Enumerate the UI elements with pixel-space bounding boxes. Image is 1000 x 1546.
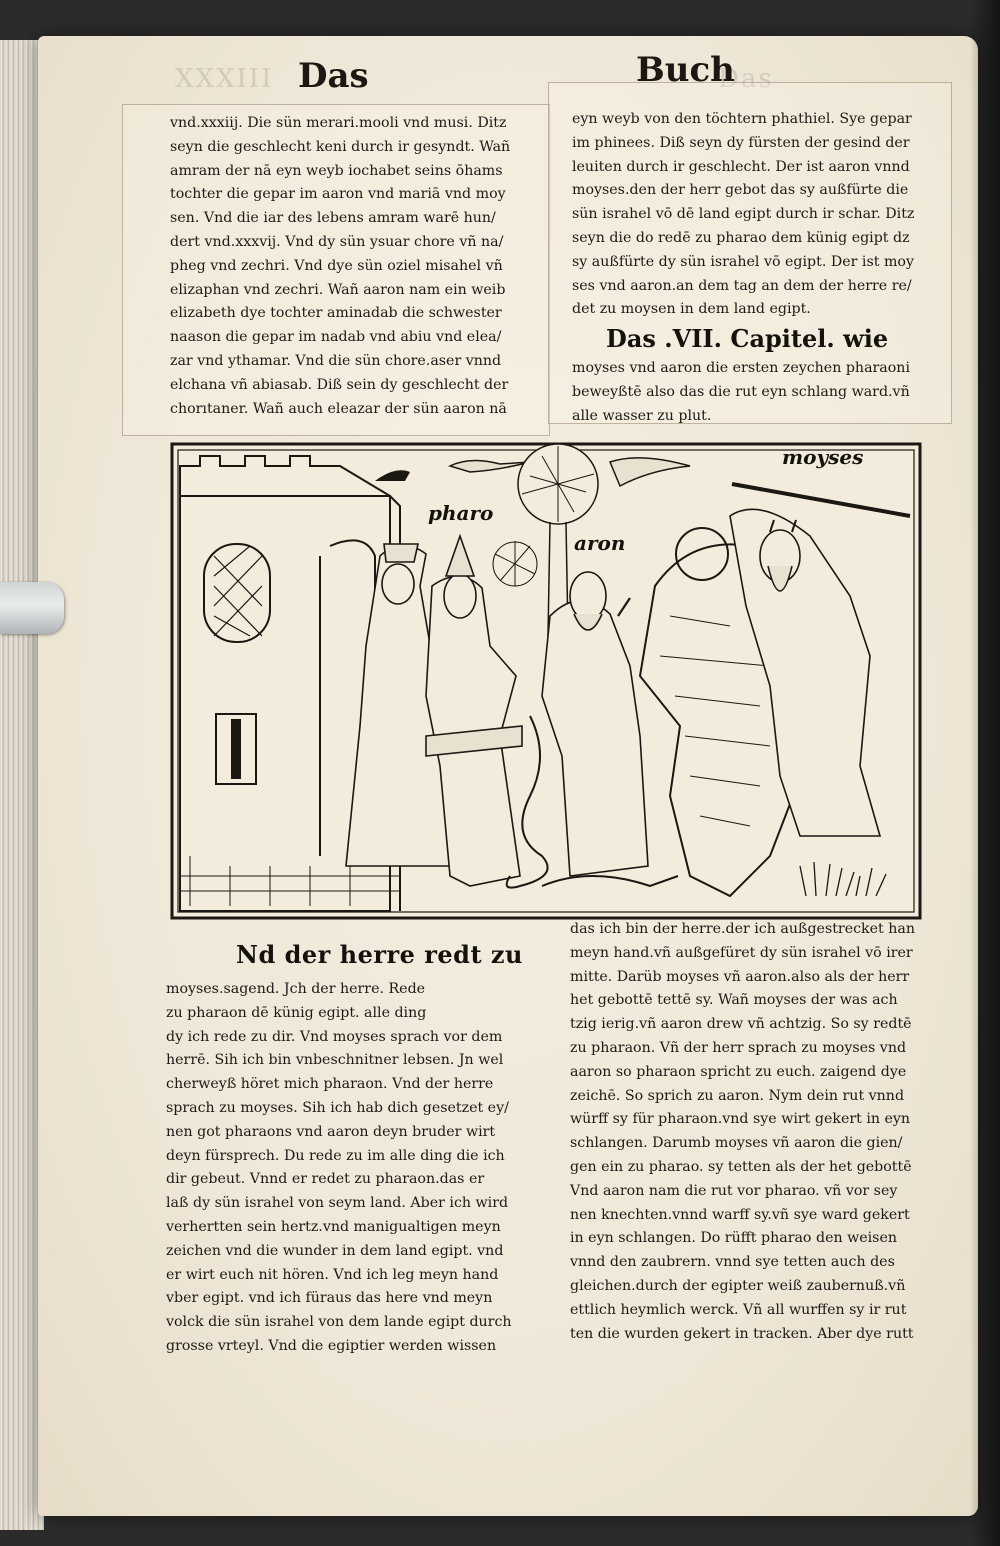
text-line: sen. Vnd die iar des lebens amram warē hun/ <box>170 210 496 227</box>
text-line: elchana vñ abiasab. Diß sein dy geschlecht der <box>170 376 509 393</box>
text-line: laß dy sün israhel von seym land. Aber ich wird <box>166 1195 509 1212</box>
text-line: det zu moysen in dem land egipt. <box>572 301 811 318</box>
text-line: in eyn schlangen. Do rüfft pharao den weisen <box>570 1230 897 1247</box>
text-line: zu pharaon dē künig egipt. alle ding <box>166 1004 427 1021</box>
text-line: verhertten sein hertz.vnd manigualtigen meyn <box>166 1218 501 1235</box>
show-through-right: Das <box>718 64 774 94</box>
text-line: vber egipt. vnd ich füraus das here vnd meyn <box>166 1290 493 1307</box>
text-line: vnd.xxxiij. Die sün merari.mooli vnd musi. Ditz <box>170 115 507 131</box>
text-line: grosse vrteyl. Vnd die egiptier werden wissen <box>166 1337 497 1354</box>
chapter-summary <box>572 357 910 428</box>
text-line: elizabeth dye tochter aminadab die schwester <box>170 305 502 322</box>
text-line: dir gebeut. Vnnd er redet zu pharaon.das er <box>166 1171 485 1188</box>
text-line: moyses.den der herr gebot das sy außfürte die <box>572 182 909 199</box>
text-line: schlangen. Darumb moyses vñ aaron die gien/ <box>570 1135 903 1152</box>
text-line: nen knechten.vnnd warff sy.vñ sye ward gekert <box>570 1206 910 1223</box>
running-head-left: Das <box>298 56 369 96</box>
label-moyses: moyses <box>782 445 864 469</box>
text-line: ettlich heymlich werck. Vñ all wurffen sy ir rut <box>570 1301 907 1318</box>
text-line: mitte. Darüb moyses vñ aaron.also als der herr <box>570 968 910 985</box>
text-line: ses vnd aaron.an dem tag an dem der herre re/ <box>572 277 912 294</box>
text-line: leuiten durch ir geschlecht. Der ist aaron vnnd <box>572 158 910 175</box>
text-line: meyn hand.vñ außgefüret dy sün israhel vō irer <box>570 944 913 961</box>
text-line: het gebottē tettē sy. Wañ moyses der was ach <box>570 992 898 1009</box>
text-column-right-top <box>572 108 914 322</box>
text-line: im phinees. Diß seyn dy fürsten der gesind der <box>572 134 910 151</box>
text-line: alle wasser zu plut. <box>572 407 712 424</box>
text-line: naason die gepar im nadab vnd abiu vnd elea/ <box>170 329 502 346</box>
show-through-left: XXXIII <box>175 64 274 94</box>
label-aron: aron <box>574 531 626 555</box>
text-line: gleichen.durch der egipter weiß zaubernuß.vñ <box>570 1277 906 1294</box>
text-line: tzig ierig.vñ aaron drew vñ achtzig. So sy redtē <box>570 1016 912 1033</box>
text-line: Vnd aaron nam die rut vor pharao. vñ vor sey <box>570 1182 898 1199</box>
text-line: nen got pharaons vnd aaron deyn bruder wirt <box>166 1123 496 1140</box>
text-line: moyses vnd aaron die ersten zeychen pharaoni <box>572 360 910 376</box>
text-line: seyn die do redē zu pharao dem künig egipt dz <box>572 229 910 246</box>
running-head-right: Buch <box>636 50 735 90</box>
text-line: pheg vnd zechri. Vnd dye sün oziel misahel vñ <box>170 257 503 274</box>
text-line: ten die wurden gekert in tracken. Aber dye rutt <box>570 1325 914 1342</box>
text-line: moyses.sagend. Jch der herre. Rede <box>166 981 426 997</box>
text-line: cherweyß höret mich pharaon. Vnd der herre <box>166 1076 494 1093</box>
text-line: tochter die gepar im aaron vnd mariā vnd moy <box>170 186 506 203</box>
text-line: sy außfürte dy sün israhel vō egipt. Der ist moy <box>572 253 914 270</box>
text-line: würff sy für pharaon.vnd sye wirt gekert in eyn <box>570 1111 911 1128</box>
text-line: das ich bin der herre.der ich außgestrecket han <box>570 921 915 937</box>
text-line: deyn fürsprech. Du rede zu im alle ding die ich <box>166 1147 505 1164</box>
text-line: dy ich rede zu dir. Vnd moyses sprach vor dem <box>166 1028 503 1045</box>
text-line: gen ein zu pharao. sy tetten als der het gebottē <box>570 1158 912 1175</box>
text-line: chorıtaner. Wañ auch eleazar der sün aaron nā <box>170 400 507 417</box>
text-line: sün israhel vō dē land egipt durch ir schar. Ditz <box>572 206 915 223</box>
text-line: dert vnd.xxxvij. Vnd dy sün ysuar chore vñ na/ <box>170 233 504 250</box>
text-line: aaron so pharaon spricht zu euch. zaigend dye <box>570 1063 907 1080</box>
text-column-left-bottom <box>166 978 512 1359</box>
text-line: sprach zu moyses. Sih ich hab dich gesetzet ey/ <box>166 1099 509 1116</box>
bookmark-ribbon <box>0 582 64 634</box>
chapter-heading: Das .VII. Capitel. wie <box>606 324 889 353</box>
label-pharo: pharo <box>428 501 494 525</box>
text-line: volck die sün israhel von dem lande egipt durch <box>166 1314 512 1331</box>
text-line: eyn weyb von den töchtern phathiel. Sye gepar <box>572 111 912 127</box>
woodcut-illustration <box>170 436 922 920</box>
chapter-incipit: Nd der herre redt zu <box>236 940 523 969</box>
text-line: zar vnd ythamar. Vnd die sün chore.aser vnnd <box>170 352 502 369</box>
text-column-right-bottom <box>570 918 915 1346</box>
binding-shadow <box>970 0 1000 1546</box>
text-line: zeichen vnd die wunder in dem land egipt. vnd <box>166 1242 504 1259</box>
text-line: er wirt euch nit hören. Vnd ich leg meyn hand <box>166 1266 499 1283</box>
text-line: zu pharaon. Vñ der herr sprach zu moyses vnd <box>570 1039 907 1056</box>
text-line: herrē. Sih ich bin vnbeschnitner lebsen. Jn wel <box>166 1052 504 1069</box>
text-line: zeichē. So sprich zu aaron. Nym dein rut vnnd <box>570 1087 905 1104</box>
text-line: beweyßtē also das die rut eyn schlang ward.vñ <box>572 383 910 400</box>
text-line: seyn die geschlecht keni durch ir gesyndt. Wañ <box>170 138 511 155</box>
text-line: vnnd den zaubrern. vnnd sye tetten auch des <box>570 1254 895 1271</box>
text-line: elizaphan vnd zechri. Wañ aaron nam ein weib <box>170 281 506 298</box>
text-column-left-top <box>170 112 510 421</box>
text-line: amram der nā eyn weyb iochabet seins ōhams <box>170 162 503 179</box>
